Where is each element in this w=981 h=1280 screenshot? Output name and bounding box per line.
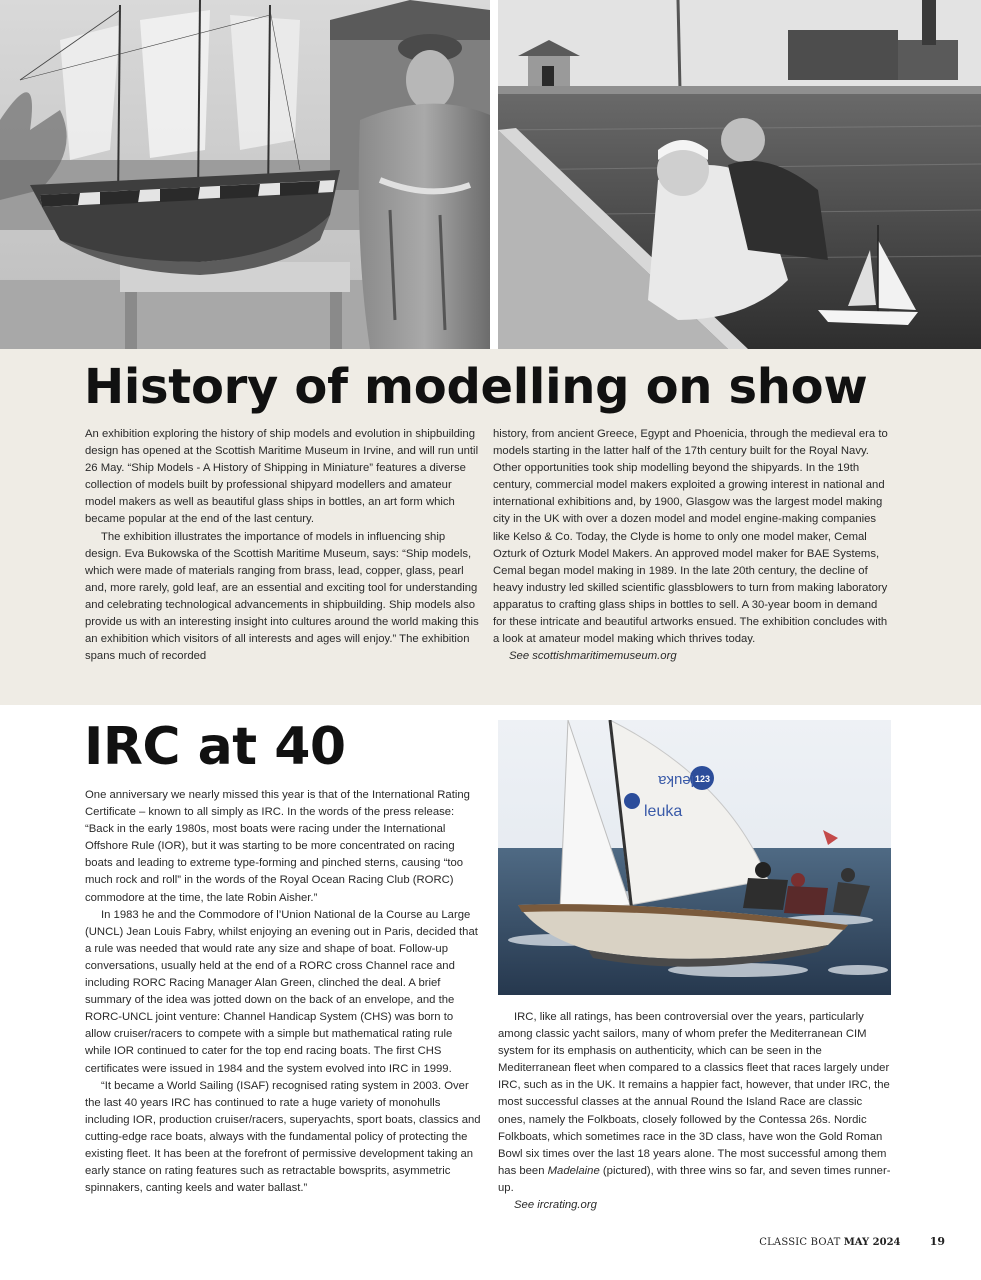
galleon-model-illustration: [0, 0, 490, 349]
sail-text: leuka: [658, 772, 694, 789]
irc-see-link: See ircrating.org: [514, 1199, 597, 1212]
boys-model-yacht-photo: [498, 0, 981, 349]
page-number: 19: [929, 1235, 945, 1248]
irc-paragraph: In 1983 he and the Commodore of l’Union National de la Course au Large (UNCL) Jean Louis Fabry, whilst enjoying an evening out in Paris, decided that a rule was needed that would rate any size and shape of boat. Follow-up conversations, usually held at the end of a RORC cross Channel race and including RORC Racing Manager Alan Green, clinched the deal. A brief summary of the idea was jotted down on the back of an envelope, and the RORC-UNCL joint venture: Channel Handicap System (CHS) was born to allow cruiser/racers to compete with a simple but mathematical rating rule while IOR continued to cater for the top end racing boats. The first CHS certificates were issued in 1984 and the system evolved into IRC in 1999.: [85, 908, 478, 1075]
feature-column-2: [493, 426, 889, 665]
sail-text: leuka: [644, 803, 683, 820]
boat-name: Madelaine: [547, 1164, 600, 1177]
folkboat-racing-photo: [498, 720, 891, 995]
feature-see-link: See scottishmaritimemuseum.org: [509, 650, 677, 663]
galleon-model-photo: [0, 0, 490, 349]
irc-text: (pictured), with three wins so far, and seven times runner-up.: [498, 1164, 891, 1194]
irc-paragraph: “It became a World Sailing (ISAF) recognised rating system in 2003. Over the last 40 years IRC has continued to rate a huge variety of monohulls including IOR, production cruiser/racers, superyachts, sport boats, classics and cutting-edge race boats, always with the fundamental policy of protecting the existing fleet. It has been at the forefront of permissive development taking an early stance on rating features such as retractable bowsprits, asymmetric spinnakers, canting keels and water ballast.”: [85, 1079, 481, 1195]
irc-text: IRC, like all ratings, has been controversial over the years, particularly among classic yacht sailors, many of whom prefer the Mediterranean CIM system for its emphasis on authenticity, which can be seen in the Mediterranean fleet when compared to a classics fleet that races largely under IRC, such as in the UK. It remains a happier fact, however, that under IRC, the most successful classes at the annual Round the Island Race are classic ones, namely the Folkboats, closely followed by the Contessa 26s. Nordic Folkboats, which sometimes race in the 3D class, have won the Gold Roman Bowl six times over the last 18 years alone. The most successful among them has been: [498, 1011, 890, 1177]
page-footer: [759, 1235, 945, 1248]
irc-headline: IRC at 40: [84, 717, 346, 777]
issue-date: MAY 2024: [843, 1237, 901, 1248]
irc-paragraph: One anniversary we nearly missed this year is that of the International Rating Certificate – known to all simply as IRC. In the words of the press release: “Back in the early 1980s, most boats were racing under the International Offshore Rule (IOR), but it was starting to be more concentrated on racing boats and leading to extreme type-forming and pinched sterns, causing “too much rock and roll” in the words of the Royal Ocean Racing Club (RORC) commodore at the time, the late Robin Aisher.”: [85, 789, 470, 904]
magazine-name: CLASSIC BOAT: [759, 1237, 841, 1248]
irc-column-2: [498, 1009, 891, 1214]
folkboat-illustration: [498, 720, 891, 995]
feature-headline: History of modelling on show: [84, 359, 868, 415]
boys-model-yacht-illustration: [498, 0, 981, 349]
irc-column-1: [85, 787, 481, 1197]
feature-paragraph: The exhibition illustrates the importance of models in influencing ship design. Eva Bukowska of the Scottish Maritime Museum, says: “Ship models, which were made of materials ranging from brass, lead, copper, glass, pearl and, more rarely, gold leaf, are an essential and exciting tool for understanding and celebrating technological advancements in shipbuilding. Ship models also provide us with an interesting insight into cultures around the world making this an exhibition which visitors of all interests and ages will enjoy.” The exhibition spans much of recorded: [85, 530, 479, 663]
sail-number: 123: [695, 774, 711, 784]
irc-paragraph: [498, 1009, 891, 1197]
feature-paragraph: history, from ancient Greece, Egypt and Phoenicia, through the medieval era to models starting in the latter half of the 17th century built for the Royal Navy. Other opportunities took ship modelling beyond the shipyards. In the 19th century, commercial model makers exploited a growing interest in national and international exhibitions and, by 1900, Glasgow was the largest model making city in the UK with over a dozen model and model engine-making companies like Kelso & Co. Today, the Clyde is home to only one model maker, Cemal Ozturk of Ozturk Model Makers. An approved model maker for BAE Systems, Cemal began model making in 1989. In the late 20th century, the decline of heavy industry led skilled scientific glassblowers to turn from making laboratory apparatus to crafting glass ships in bottles to sell. A 30-year boom in demand for these intricate and beautiful artworks ensued. The exhibition concludes with a look at amateur model making which thrives today.: [493, 428, 888, 646]
feature-column-1: [85, 426, 481, 665]
sail-logo: [624, 793, 640, 809]
feature-paragraph: An exhibition exploring the history of ship models and evolution in shipbuilding design has opened at the Scottish Maritime Museum in Irvine, and will run until 26 May. “Ship Models - A History of Shipping in Miniature” features a diverse collection of models built by professional shipyard modellers and amateur model makers as well as beautiful glass ships in bottles, an art form which became popular at the end of the last century.: [85, 428, 479, 526]
